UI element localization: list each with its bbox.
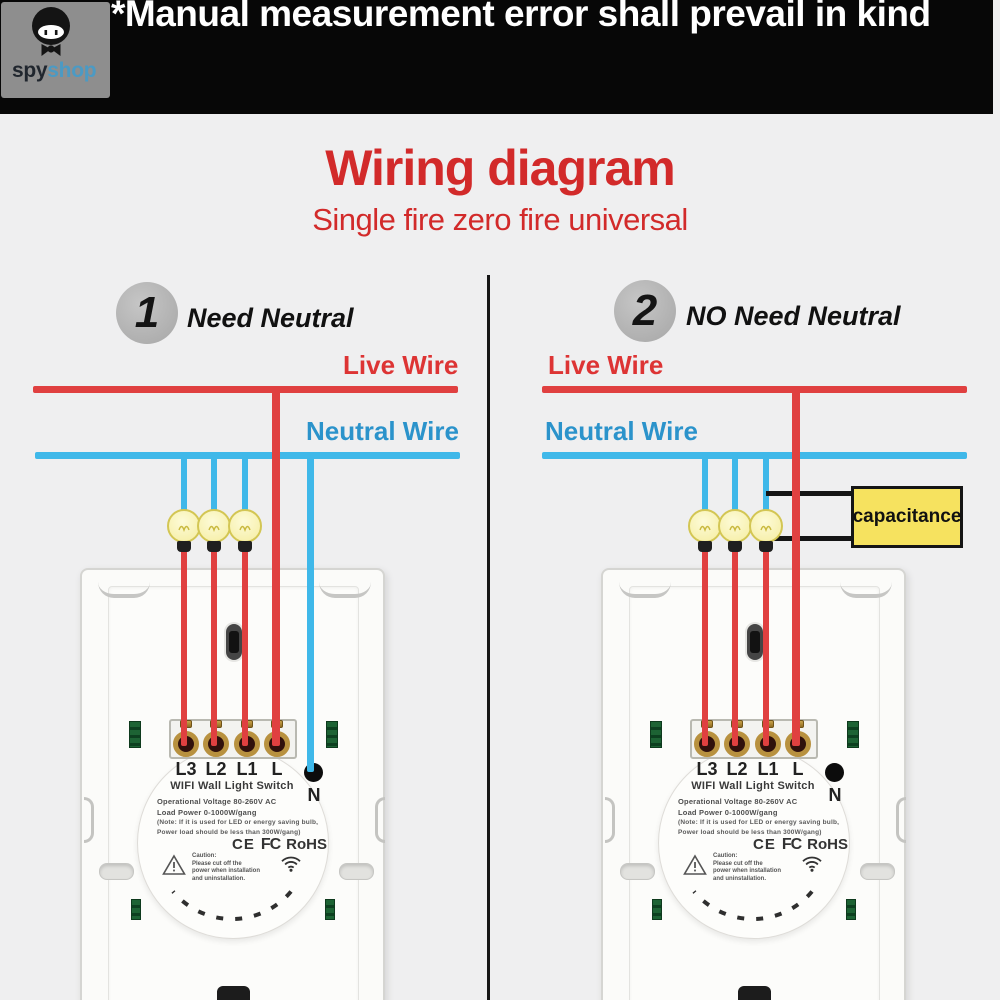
live-wire-horizontal-2	[542, 386, 967, 393]
mounting-clip	[129, 721, 141, 748]
bulb-base	[759, 541, 773, 552]
side-slot	[860, 863, 895, 880]
terminal-label-L2: L2	[205, 759, 227, 779]
mounting-clip	[846, 899, 856, 920]
light-bulb	[718, 509, 752, 543]
mounting-clip	[847, 721, 859, 748]
brand-logo-text	[12, 59, 96, 83]
terminal-label-L: L	[792, 759, 804, 779]
spec-line: Power load should be less than 300W/gang)	[678, 829, 822, 836]
neutral-wire-label-1: Neutral Wire	[306, 416, 459, 446]
header-banner	[0, 0, 993, 114]
terminal-label-L3: L3	[175, 759, 197, 779]
fcc-mark: FC	[260, 836, 281, 853]
spec-line: Load Power 0-1000W/gang	[157, 808, 257, 817]
side-slot	[339, 863, 374, 880]
reset-button-core	[229, 631, 239, 653]
bulb-base	[698, 541, 712, 552]
spec-line: (Note: If it is used for LED or energy saving bulb,	[678, 819, 840, 826]
neutral-branch-wire	[702, 452, 708, 512]
live-wire-label-2: Live Wire	[548, 350, 664, 380]
switch-model-name: WIFI Wall Light Switch	[170, 780, 294, 792]
caution-line: Please cut off the	[192, 860, 242, 867]
terminal-label-N: N	[307, 785, 321, 805]
spec-line: Power load should be less than 300W/gang)	[157, 829, 301, 836]
wifi-icon	[801, 855, 823, 873]
switch-model-name: WIFI Wall Light Switch	[691, 780, 815, 792]
certification-marks	[232, 836, 327, 854]
caution-line: Caution:	[713, 853, 738, 859]
bulb-base	[207, 541, 221, 552]
side-slot	[620, 863, 655, 880]
warning-triangle-icon	[683, 854, 707, 876]
terminal-label-L1: L1	[757, 759, 779, 779]
capacitor-wire-top	[766, 491, 851, 496]
spec-line: (Note: If it is used for LED or energy saving bulb,	[157, 819, 319, 826]
wall-switch-panel-2	[601, 568, 906, 1000]
spec-line: Operational Voltage 80-260V AC	[157, 797, 277, 806]
brand-logo	[1, 2, 110, 98]
section-2-number-badge: 2	[614, 280, 676, 342]
warning-triangle-icon	[162, 854, 186, 876]
caution-text	[713, 853, 781, 883]
fcc-mark: FC	[781, 836, 802, 853]
live-drop-wire-1	[272, 386, 280, 746]
capacitor-box: capacitance	[851, 486, 963, 548]
live-drop-wire-2	[792, 386, 800, 746]
terminal-label-L1: L1	[236, 759, 258, 779]
neutral-drop-wire-1	[307, 452, 314, 772]
bulb-filament	[207, 521, 221, 533]
bulb-filament	[728, 521, 742, 533]
spec-line: Operational Voltage 80-260V AC	[678, 797, 798, 806]
section-divider-line	[487, 275, 490, 1000]
spy-mascot-icon	[25, 5, 77, 59]
spec-line: Load Power 0-1000W/gang	[678, 808, 778, 817]
reset-button	[226, 624, 242, 660]
load-wire-to-L1	[242, 549, 248, 746]
neutral-branch-wire	[242, 452, 248, 512]
load-wire-to-L3	[181, 549, 187, 746]
bulb-base	[728, 541, 742, 552]
certification-marks	[753, 836, 848, 854]
terminal-label-L: L	[271, 759, 283, 779]
page-subtitle: Single fire zero fire universal	[312, 202, 688, 237]
light-bulb	[228, 509, 262, 543]
reset-button	[747, 624, 763, 660]
header-note: *Manual measurement error shall prevail in kind	[111, 0, 931, 34]
neutral-branch-wire	[732, 452, 738, 512]
wall-switch-panel-1	[80, 568, 385, 1000]
terminal-label-L3: L3	[696, 759, 718, 779]
side-slot	[99, 863, 134, 880]
caution-line: Caution:	[192, 853, 217, 859]
caution-line: power when installation	[192, 868, 261, 874]
mounting-slot	[840, 582, 892, 598]
mounting-clip	[652, 899, 662, 920]
side-flange	[375, 797, 385, 843]
bulb-filament	[238, 521, 252, 533]
load-wire-to-L2	[732, 549, 738, 746]
ce-mark: CE	[753, 836, 776, 853]
bulb-filament	[759, 521, 773, 533]
bulb-base	[238, 541, 252, 552]
light-bulb	[688, 509, 722, 543]
mounting-clip	[650, 721, 662, 748]
mounting-slot	[98, 582, 150, 598]
section-2-heading: NO Need Neutral	[686, 301, 901, 331]
side-flange	[84, 797, 94, 843]
mounting-clip	[325, 899, 335, 920]
terminal-label-L2: L2	[726, 759, 748, 779]
bottom-connector	[217, 986, 250, 1000]
neutral-wire-label-2: Neutral Wire	[545, 416, 698, 446]
logo-word-spy: spy	[12, 59, 48, 82]
light-bulb	[197, 509, 231, 543]
neutral-branch-wire	[181, 452, 187, 512]
caution-line: power when installation	[713, 868, 782, 874]
section-1-number-badge: 1	[116, 282, 178, 344]
light-bulb	[749, 509, 783, 543]
page-title: Wiring diagram	[325, 140, 675, 196]
mounting-slot	[319, 582, 371, 598]
bulb-filament	[177, 521, 191, 533]
bulb-filament	[698, 521, 712, 533]
load-wire-to-L1	[763, 549, 769, 746]
live-wire-label-1: Live Wire	[343, 350, 459, 380]
mounting-clip	[131, 899, 141, 920]
ce-mark: CE	[232, 836, 255, 853]
load-wire-to-L3	[702, 549, 708, 746]
rohs-mark: RoHS	[807, 836, 849, 853]
logo-word-shop: shop	[47, 59, 97, 82]
bulb-base	[177, 541, 191, 552]
neutral-branch-wire	[763, 452, 769, 512]
neutral-terminal-hole	[825, 763, 844, 782]
caution-line: and uninstallation.	[192, 875, 246, 882]
load-wire-to-L2	[211, 549, 217, 746]
live-wire-horizontal-1	[33, 386, 458, 393]
terminal-label-N: N	[828, 785, 842, 805]
light-bulb	[167, 509, 201, 543]
side-flange	[605, 797, 615, 843]
reset-button-core	[750, 631, 760, 653]
caution-line: and uninstallation.	[713, 875, 767, 882]
caution-line: Please cut off the	[713, 860, 763, 867]
mounting-clip	[326, 721, 338, 748]
neutral-branch-wire	[211, 452, 217, 512]
caution-text	[192, 853, 260, 883]
neutral-wire-horizontal-2	[542, 452, 967, 459]
section-1-heading: Need Neutral	[187, 303, 354, 333]
wifi-icon	[280, 855, 302, 873]
rohs-mark: RoHS	[286, 836, 328, 853]
side-flange	[896, 797, 906, 843]
bottom-connector	[738, 986, 771, 1000]
mounting-slot	[619, 582, 671, 598]
